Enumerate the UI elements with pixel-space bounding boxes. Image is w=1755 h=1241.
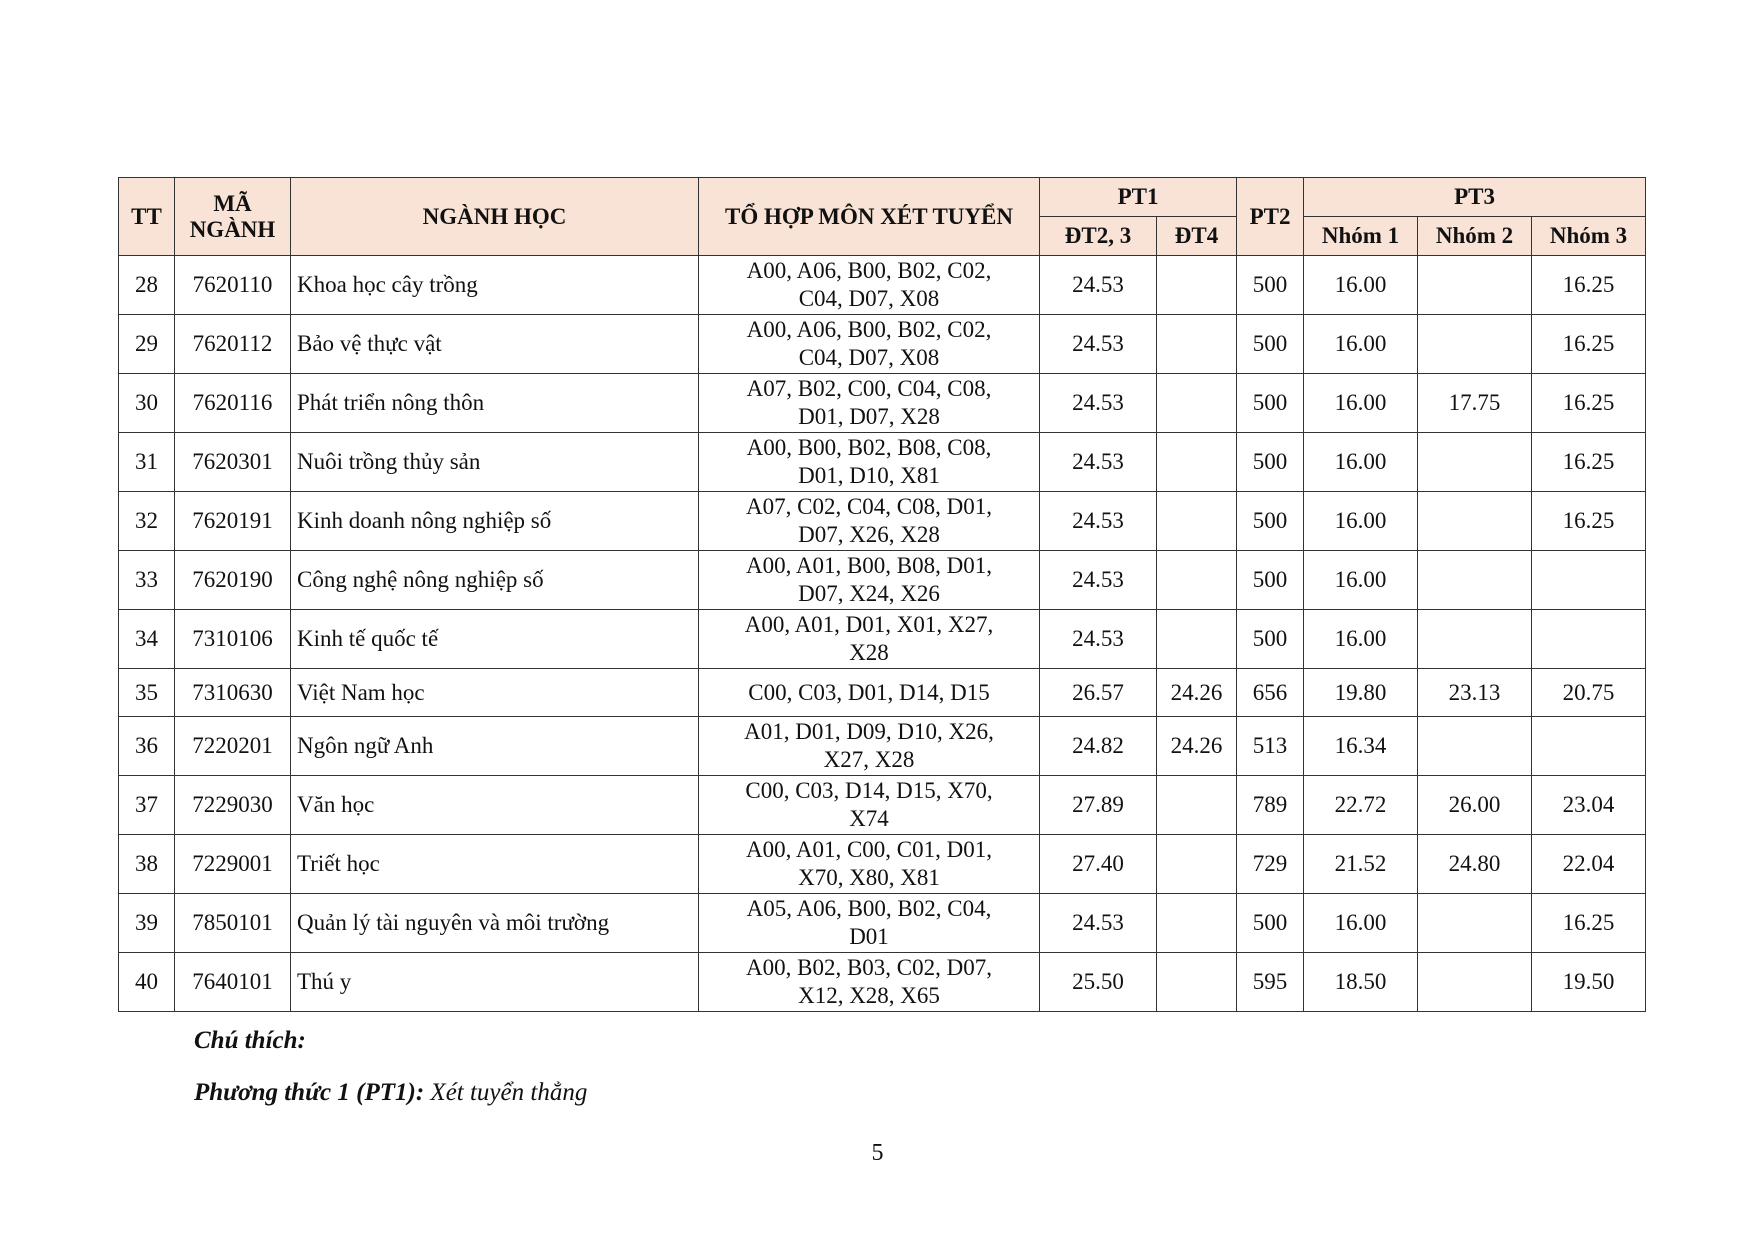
combo-line-1: A00, A01, B00, B08, D01, (746, 553, 992, 578)
combo-line-1: C00, C03, D14, D15, X70, (745, 778, 993, 803)
combo-line-2: X70, X80, X81 (798, 865, 940, 890)
combo-line-1: A00, A06, B00, B02, C02, (746, 258, 992, 283)
cell-pt2: 500 (1237, 610, 1304, 669)
combo-line-1: A00, B00, B02, B08, C08, (746, 435, 992, 460)
cell-pt3-nhom2 (1418, 894, 1532, 953)
cell-ma-nganh: 7620301 (175, 433, 291, 492)
cell-tt: 30 (119, 374, 175, 433)
combo-line-1: A07, C02, C04, C08, D01, (746, 494, 992, 519)
cell-pt3-nhom1: 16.00 (1304, 315, 1418, 374)
cell-to-hop (699, 953, 1040, 1012)
cell-pt1-dt23: 24.53 (1040, 551, 1157, 610)
cell-to-hop (699, 256, 1040, 315)
cell-pt1-dt23: 27.89 (1040, 776, 1157, 835)
cell-ma-nganh: 7220201 (175, 717, 291, 776)
cell-pt2: 729 (1237, 835, 1304, 894)
cell-tt: 34 (119, 610, 175, 669)
combo-line-1: A05, A06, B00, B02, C04, (746, 896, 992, 921)
cell-pt2: 789 (1237, 776, 1304, 835)
cell-pt2: 500 (1237, 551, 1304, 610)
combo-line-2: X28 (849, 640, 889, 665)
cell-pt1-dt4 (1157, 894, 1237, 953)
cell-pt3-nhom3: 16.25 (1532, 374, 1646, 433)
cell-pt3-nhom3 (1532, 717, 1646, 776)
cell-pt1-dt4 (1157, 953, 1237, 1012)
cell-pt2: 500 (1237, 256, 1304, 315)
header-tt: TT (119, 178, 175, 256)
combo-line-1: A01, D01, D09, D10, X26, (744, 719, 994, 744)
notes-pt1-label: Phương thức 1 (PT1): (194, 1079, 425, 1106)
cell-pt3-nhom2 (1418, 433, 1532, 492)
cell-pt1-dt4 (1157, 256, 1237, 315)
cell-tt: 33 (119, 551, 175, 610)
table-row (119, 433, 1646, 492)
combo-line-2: D01 (849, 924, 889, 949)
combo-line-2: D01, D10, X81 (798, 463, 940, 488)
cell-to-hop (699, 610, 1040, 669)
cell-tt: 31 (119, 433, 175, 492)
cell-tt: 36 (119, 717, 175, 776)
cell-pt3-nhom2 (1418, 256, 1532, 315)
table-row (119, 374, 1646, 433)
cell-tt: 37 (119, 776, 175, 835)
header-pt1: PT1 (1040, 178, 1237, 217)
table-row (119, 256, 1646, 315)
cell-to-hop (699, 551, 1040, 610)
table-row (119, 894, 1646, 953)
combo-line-2: C04, D07, X08 (798, 286, 940, 311)
cell-nganh-hoc: Nuôi trồng thủy sản (291, 433, 699, 492)
cell-pt1-dt23: 24.53 (1040, 374, 1157, 433)
cell-pt3-nhom1: 16.00 (1304, 551, 1418, 610)
cell-tt: 35 (119, 669, 175, 717)
cell-pt2: 500 (1237, 315, 1304, 374)
cell-pt3-nhom3: 16.25 (1532, 315, 1646, 374)
header-nhom2: Nhóm 2 (1418, 217, 1532, 256)
cell-nganh-hoc: Triết học (291, 835, 699, 894)
cell-pt3-nhom1: 19.80 (1304, 669, 1418, 717)
cell-nganh-hoc: Khoa học cây trồng (291, 256, 699, 315)
cell-pt2: 500 (1237, 894, 1304, 953)
cell-pt1-dt23: 24.53 (1040, 433, 1157, 492)
table-row (119, 551, 1646, 610)
combo-line-2: D01, D07, X28 (798, 404, 940, 429)
combo-line-2: C04, D07, X08 (798, 345, 940, 370)
cell-pt3-nhom2: 24.80 (1418, 835, 1532, 894)
table-row (119, 669, 1646, 717)
table-row (119, 315, 1646, 374)
cell-to-hop (699, 374, 1040, 433)
cell-ma-nganh: 7620191 (175, 492, 291, 551)
cell-pt3-nhom2: 26.00 (1418, 776, 1532, 835)
cell-pt3-nhom3: 20.75 (1532, 669, 1646, 717)
header-dt4: ĐT4 (1157, 217, 1237, 256)
cell-ma-nganh: 7620112 (175, 315, 291, 374)
cell-ma-nganh: 7640101 (175, 953, 291, 1012)
cell-pt3-nhom1: 16.34 (1304, 717, 1418, 776)
cell-ma-nganh: 7850101 (175, 894, 291, 953)
cell-pt3-nhom2 (1418, 610, 1532, 669)
cell-ma-nganh: 7620110 (175, 256, 291, 315)
combo-line-2: X74 (849, 806, 889, 831)
cell-pt3-nhom2: 17.75 (1418, 374, 1532, 433)
cell-to-hop (699, 669, 1040, 717)
admission-score-table (118, 177, 1646, 1012)
cell-pt1-dt23: 26.57 (1040, 669, 1157, 717)
cell-pt3-nhom2 (1418, 717, 1532, 776)
cell-nganh-hoc: Quản lý tài nguyên và môi trường (291, 894, 699, 953)
table-header-row (119, 178, 1646, 217)
cell-pt3-nhom1: 21.52 (1304, 835, 1418, 894)
combo-line-1: A00, A06, B00, B02, C02, (746, 317, 992, 342)
cell-pt1-dt4: 24.26 (1157, 717, 1237, 776)
cell-nganh-hoc: Công nghệ nông nghiệp số (291, 551, 699, 610)
cell-ma-nganh: 7229001 (175, 835, 291, 894)
cell-pt1-dt23: 24.53 (1040, 315, 1157, 374)
notes-pt1-text: Xét tuyển thẳng (424, 1079, 588, 1106)
cell-nganh-hoc: Ngôn ngữ Anh (291, 717, 699, 776)
cell-pt1-dt4 (1157, 551, 1237, 610)
cell-pt3-nhom1: 16.00 (1304, 374, 1418, 433)
cell-pt3-nhom3: 23.04 (1532, 776, 1646, 835)
cell-pt3-nhom1: 16.00 (1304, 256, 1418, 315)
table-row (119, 776, 1646, 835)
combo-line-2: D07, X26, X28 (798, 522, 940, 547)
cell-pt2: 500 (1237, 374, 1304, 433)
cell-pt1-dt23: 24.82 (1040, 717, 1157, 776)
table-row (119, 835, 1646, 894)
cell-pt3-nhom3: 16.25 (1532, 433, 1646, 492)
header-nhom3: Nhóm 3 (1532, 217, 1646, 256)
combo-line-2: D07, X24, X26 (798, 581, 940, 606)
cell-pt1-dt4 (1157, 492, 1237, 551)
cell-pt2: 513 (1237, 717, 1304, 776)
header-ma-nganh-line1: MÃ (213, 190, 252, 216)
cell-tt: 38 (119, 835, 175, 894)
cell-pt3-nhom1: 18.50 (1304, 953, 1418, 1012)
cell-pt1-dt23: 24.53 (1040, 492, 1157, 551)
cell-nganh-hoc: Kinh doanh nông nghiệp số (291, 492, 699, 551)
cell-to-hop (699, 315, 1040, 374)
cell-pt2: 656 (1237, 669, 1304, 717)
cell-pt1-dt4 (1157, 315, 1237, 374)
page-number: 5 (871, 1140, 884, 1166)
table-row (119, 492, 1646, 551)
combo-line-1: A00, A01, D01, X01, X27, (744, 612, 994, 637)
header-nganh-hoc: NGÀNH HỌC (291, 178, 699, 256)
cell-pt2: 595 (1237, 953, 1304, 1012)
combo-line-2: X27, X28 (823, 747, 915, 772)
cell-pt1-dt23: 25.50 (1040, 953, 1157, 1012)
cell-to-hop (699, 717, 1040, 776)
cell-nganh-hoc: Việt Nam học (291, 669, 699, 717)
cell-pt1-dt23: 24.53 (1040, 610, 1157, 669)
header-pt3: PT3 (1304, 178, 1646, 217)
cell-to-hop (699, 492, 1040, 551)
cell-pt1-dt23: 24.53 (1040, 256, 1157, 315)
cell-pt3-nhom2 (1418, 315, 1532, 374)
cell-pt3-nhom3: 22.04 (1532, 835, 1646, 894)
cell-pt1-dt4 (1157, 776, 1237, 835)
cell-nganh-hoc: Phát triển nông thôn (291, 374, 699, 433)
combo-line-1: A00, B02, B03, C02, D07, (746, 955, 992, 980)
cell-to-hop (699, 835, 1040, 894)
cell-ma-nganh: 7310630 (175, 669, 291, 717)
table-body (119, 256, 1646, 1012)
header-ma-nganh (175, 178, 291, 256)
header-pt2: PT2 (1237, 178, 1304, 256)
cell-pt3-nhom3: 16.25 (1532, 256, 1646, 315)
cell-to-hop (699, 433, 1040, 492)
cell-pt3-nhom3: 16.25 (1532, 492, 1646, 551)
table-row (119, 610, 1646, 669)
header-dt23: ĐT2, 3 (1040, 217, 1157, 256)
cell-pt1-dt4 (1157, 610, 1237, 669)
combo-line-2: X12, X28, X65 (798, 983, 940, 1008)
cell-tt: 40 (119, 953, 175, 1012)
cell-to-hop (699, 776, 1040, 835)
cell-tt: 28 (119, 256, 175, 315)
cell-to-hop (699, 894, 1040, 953)
cell-pt3-nhom1: 22.72 (1304, 776, 1418, 835)
cell-pt3-nhom2 (1418, 551, 1532, 610)
cell-ma-nganh: 7620190 (175, 551, 291, 610)
cell-pt3-nhom1: 16.00 (1304, 492, 1418, 551)
table-row (119, 717, 1646, 776)
cell-pt3-nhom2 (1418, 492, 1532, 551)
combo-line-1: C00, C03, D01, D14, D15 (748, 679, 990, 705)
cell-pt1-dt23: 24.53 (1040, 894, 1157, 953)
header-to-hop: TỔ HỢP MÔN XÉT TUYỂN (699, 178, 1040, 256)
cell-pt1-dt23: 27.40 (1040, 835, 1157, 894)
cell-pt3-nhom1: 16.00 (1304, 894, 1418, 953)
cell-pt1-dt4 (1157, 835, 1237, 894)
cell-pt3-nhom1: 16.00 (1304, 610, 1418, 669)
cell-pt2: 500 (1237, 433, 1304, 492)
notes-pt1-line (194, 1079, 587, 1107)
notes-title: Chú thích: (194, 1027, 306, 1054)
cell-tt: 39 (119, 894, 175, 953)
combo-line-1: A00, A01, C00, C01, D01, (746, 837, 992, 862)
cell-pt3-nhom2: 23.13 (1418, 669, 1532, 717)
cell-pt3-nhom3 (1532, 551, 1646, 610)
cell-nganh-hoc: Bảo vệ thực vật (291, 315, 699, 374)
cell-pt1-dt4 (1157, 374, 1237, 433)
cell-pt1-dt4: 24.26 (1157, 669, 1237, 717)
cell-nganh-hoc: Văn học (291, 776, 699, 835)
cell-pt3-nhom2 (1418, 953, 1532, 1012)
cell-ma-nganh: 7229030 (175, 776, 291, 835)
cell-ma-nganh: 7620116 (175, 374, 291, 433)
cell-nganh-hoc: Kinh tế quốc tế (291, 610, 699, 669)
cell-pt3-nhom3: 16.25 (1532, 894, 1646, 953)
table-row (119, 953, 1646, 1012)
cell-tt: 29 (119, 315, 175, 374)
cell-ma-nganh: 7310106 (175, 610, 291, 669)
header-ma-nganh-line2: NGÀNH (189, 216, 276, 242)
cell-pt2: 500 (1237, 492, 1304, 551)
cell-pt3-nhom3: 19.50 (1532, 953, 1646, 1012)
cell-pt1-dt4 (1157, 433, 1237, 492)
combo-line-1: A07, B02, C00, C04, C08, (746, 376, 992, 401)
header-nhom1: Nhóm 1 (1304, 217, 1418, 256)
cell-pt3-nhom3 (1532, 610, 1646, 669)
cell-nganh-hoc: Thú y (291, 953, 699, 1012)
cell-tt: 32 (119, 492, 175, 551)
cell-pt3-nhom1: 16.00 (1304, 433, 1418, 492)
